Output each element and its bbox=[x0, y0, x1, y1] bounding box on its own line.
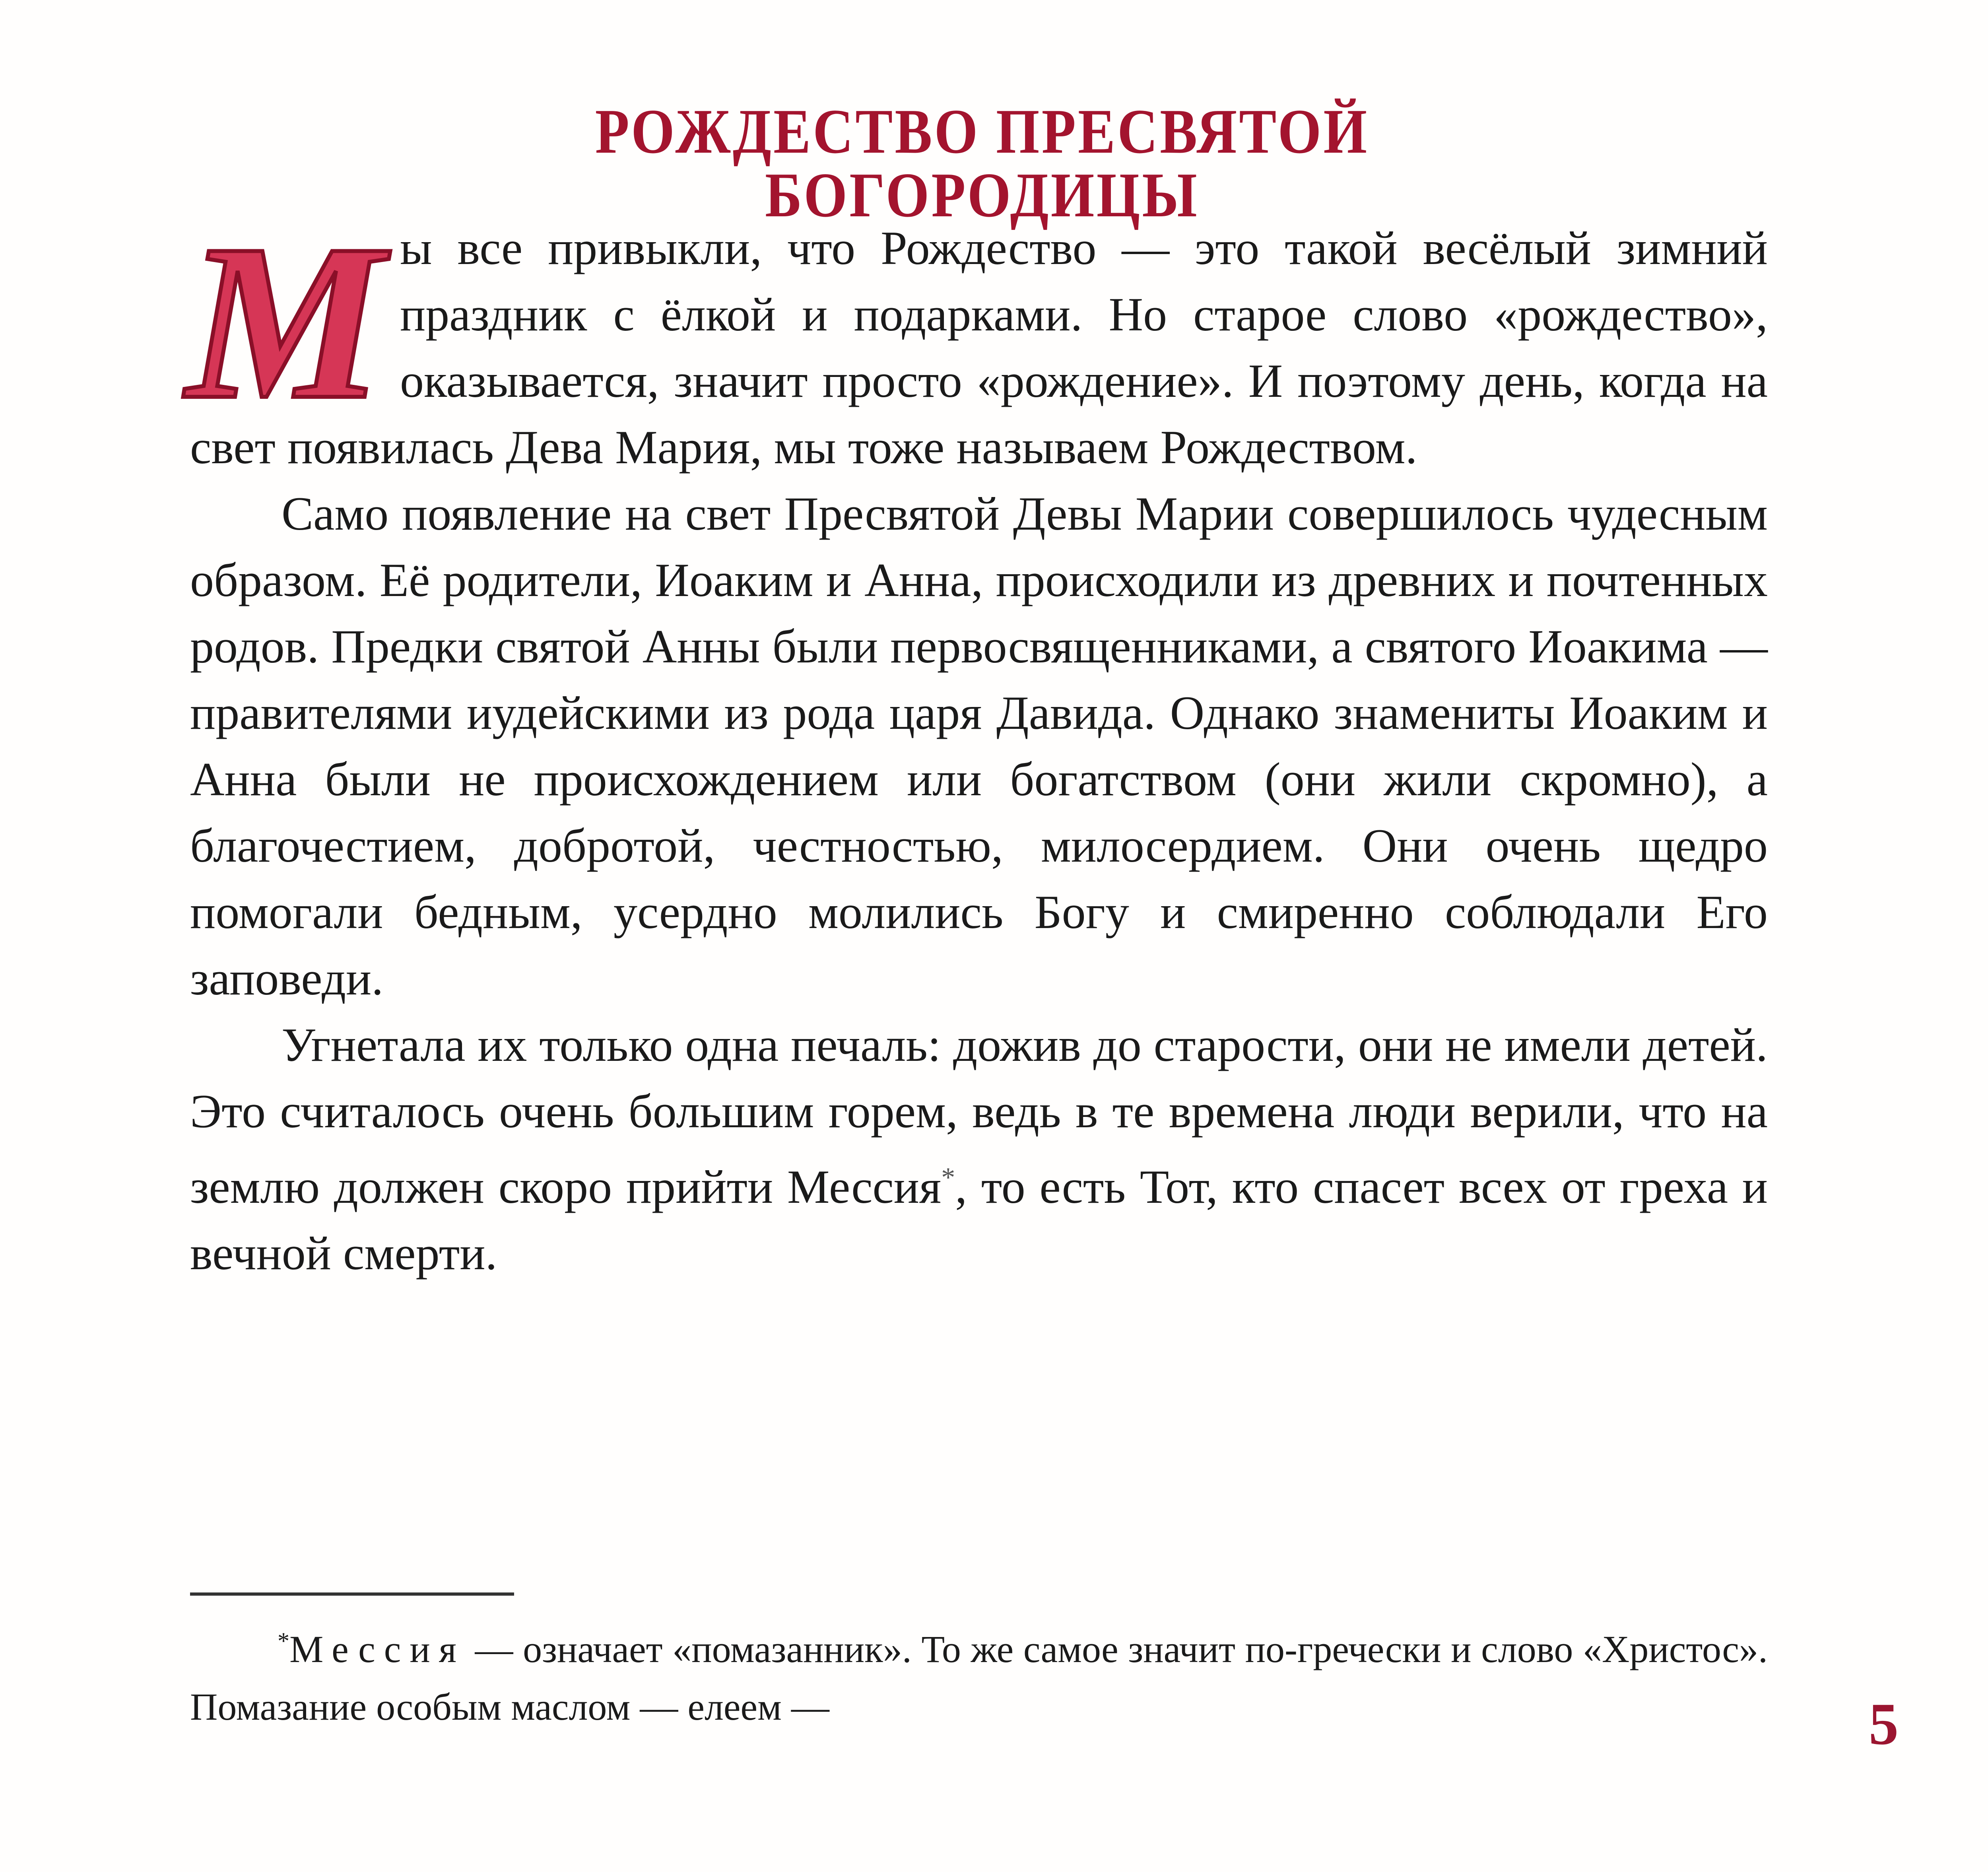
paragraph-2: Само появление на свет Пресвятой Девы Марии совершилось чудесным образом. Её родители, Иоаким и Анна, происходили из древних и почтенных родов. Предки святой Анны были первосвященниками, а святого Иоакима — правителями иудейскими из рода царя Давида. Однако знамениты Иоаким и Анна были не происхождением или богатством (они жили скромно), а благочестием, добротой, честностью, милосердием. Они очень щедро помогали бедным, усердно молились Богу и смиренно соблюдали Его заповеди. bbox=[190, 487, 1768, 1005]
paragraph-1 bbox=[186, 199, 1768, 480]
footnote-marker: * bbox=[278, 1628, 289, 1654]
footnote-text: — означает «помазанник». То же самое значит по-гречески и слово «Христос». Помазание особым маслом — елеем — bbox=[190, 1628, 1768, 1728]
paragraph-3 bbox=[190, 1012, 1768, 1286]
main-text bbox=[186, 199, 1768, 1286]
footnote-term: Мессия bbox=[289, 1628, 465, 1670]
page-number: 5 bbox=[1869, 1691, 1899, 1757]
dropcap-letter: М bbox=[186, 199, 384, 445]
footnote bbox=[190, 1612, 1768, 1736]
footnote-ref[interactable]: * bbox=[941, 1162, 955, 1193]
paragraph-1-text: ы все привыкли, что Рождество — это такой весёлый зимний праздник с ёлкой и подарками. Но старое слово «рождество», оказывается, значит просто «рождение». И поэтому день, когда на свет появилась Дева Мария, мы тоже называем Рождеством. bbox=[190, 221, 1768, 474]
footnote-divider bbox=[190, 1592, 514, 1596]
page-title: РОЖДЕСТВО ПРЕСВЯТОЙ БОГОРОДИЦЫ bbox=[595, 96, 1369, 230]
paragraph-3-text-a: Угнетала их только одна печаль: дожив до старости, они не имели детей. Это считалось очень большим горем, ведь в те времена люди верили, что на землю должен скоро прийти Мессия bbox=[190, 1018, 1768, 1213]
paragraph-3-text-b: , то есть Тот, кто спасет всех от греха и вечной смерти. bbox=[190, 1160, 1768, 1280]
